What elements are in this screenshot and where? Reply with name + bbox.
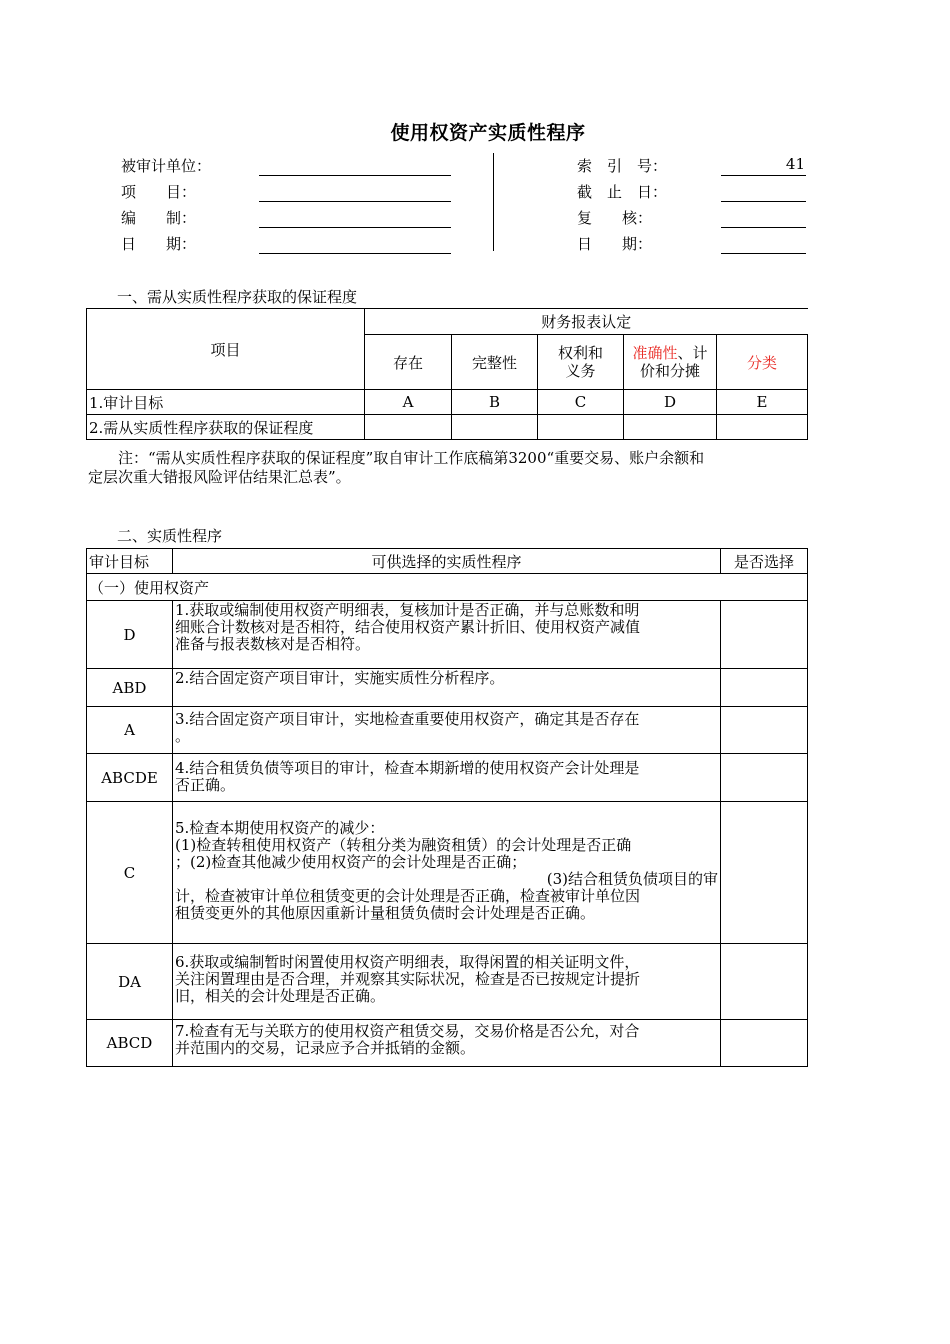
col-existence: 存在: [365, 335, 452, 390]
table-row: [87, 754, 808, 802]
goal-cell: ABCD: [87, 1020, 173, 1067]
col-completeness: 完整性: [452, 335, 538, 390]
select-cell[interactable]: [721, 944, 808, 1020]
group-header: （一）使用权资产: [87, 574, 808, 601]
procedure-cell: 4.结合租赁负债等项目的审计，检查本期新增的使用权资产会计处理是 否正确。: [173, 754, 721, 802]
assurance-table: [86, 308, 808, 440]
assurance-cell[interactable]: [452, 415, 538, 440]
cutoff-date-field[interactable]: [721, 201, 806, 202]
procedure-cell: 1.获取或编制使用权资产明细表，复核加计是否正确，并与总账数和明 细账合计数核对是否相符，结合使用权资产累计折旧、使用权资产减值 准备与报表数核对是否相符。: [173, 601, 721, 669]
date-field-right[interactable]: [721, 253, 806, 254]
procedures-table: [86, 548, 808, 1067]
selected-header: 是否选择: [721, 549, 808, 574]
header-label-audited-unit: 被审计单位：: [121, 157, 212, 175]
goal-cell: D: [87, 601, 173, 669]
assurance-cell[interactable]: [624, 415, 717, 440]
header-divider: [493, 153, 494, 251]
reviewed-by-field[interactable]: [721, 227, 806, 228]
section1-title: 一、需从实质性程序获取的保证程度: [117, 288, 358, 306]
project-field[interactable]: [259, 201, 451, 202]
note-line: 注：“需从实质性程序获取的保证程度”取自审计工作底稿第3200“重要交易、账户余额和: [88, 449, 705, 467]
cell: D: [624, 390, 717, 415]
procedure-cell: 3.结合固定资产项目审计，实地检查重要使用权资产，确定其是否存在 。: [173, 707, 721, 754]
index-no-field[interactable]: [721, 175, 806, 176]
table-row: [87, 415, 808, 440]
procedure-cell: 7.检查有无与关联方的使用权资产租赁交易，交易价格是否公允，对合 并范围内的交易，记录应予合并抵销的金额。: [173, 1020, 721, 1067]
cell: A: [365, 390, 452, 415]
table-row: [87, 601, 808, 669]
header-label-index-no: 索 引 号：: [577, 157, 668, 175]
procedure-cell: 6.获取或编制暂时闲置使用权资产明细表，取得闲置的相关证明文件， 关注闲置理由是否合理，并观察其实际状况，检查是否已按规定计提折 旧，相关的会计处理是否正确。: [173, 944, 721, 1020]
select-cell[interactable]: [721, 754, 808, 802]
assurance-cell[interactable]: [717, 415, 808, 440]
goal-cell: DA: [87, 944, 173, 1020]
header-label-date-left: 日 期：: [121, 235, 197, 253]
select-cell[interactable]: [721, 802, 808, 944]
cell: C: [538, 390, 624, 415]
assertions-group-header: 财务报表认定: [365, 309, 808, 335]
col-classification: 分类: [717, 335, 808, 390]
header-label-date-right: 日 期：: [577, 235, 653, 253]
cell: E: [717, 390, 808, 415]
goal-cell: ABCDE: [87, 754, 173, 802]
select-cell[interactable]: [721, 1020, 808, 1067]
col-rights-obligations: 权利和 义务: [538, 335, 624, 390]
note: [88, 449, 806, 487]
table-row: [87, 944, 808, 1020]
procedure-cell: 2.结合固定资产项目审计，实施实质性分析程序。: [173, 669, 721, 707]
page-title: 使用权资产实质性程序: [390, 122, 586, 144]
index-no-value: 41: [785, 155, 805, 173]
goal-cell: A: [87, 707, 173, 754]
table-row: [87, 390, 808, 415]
table-row: [87, 707, 808, 754]
assurance-cell[interactable]: [538, 415, 624, 440]
table-row: [87, 669, 808, 707]
assurance-cell[interactable]: [365, 415, 452, 440]
header-label-cutoff-date: 截 止 日：: [577, 183, 668, 201]
table-row: [87, 802, 808, 944]
prepared-by-field[interactable]: [259, 227, 451, 228]
item-header: 项目: [87, 309, 365, 390]
goal-header: 审计目标: [87, 549, 173, 574]
note-line: 定层次重大错报风险评估结果汇总表”。: [88, 468, 351, 486]
date-field-left[interactable]: [259, 253, 451, 254]
row-label: 1.审计目标: [87, 390, 365, 415]
goal-cell: ABD: [87, 669, 173, 707]
col-accuracy-valuation: 准确性、计 价和分摊: [624, 335, 717, 390]
goal-cell: C: [87, 802, 173, 944]
select-cell[interactable]: [721, 601, 808, 669]
table-row: [87, 1020, 808, 1067]
header-label-reviewed-by: 复 核：: [577, 209, 653, 227]
select-cell[interactable]: [721, 669, 808, 707]
section2-title: 二、实质性程序: [117, 527, 223, 545]
cell: B: [452, 390, 538, 415]
procedure-cell: 5.检查本期使用权资产的减少： (1)检查转租使用权资产（转租分类为融资租赁）的会计处理是否正确 ；(2)检查其他减少使用权资产的会计处理是否正确； (3)结合租赁负债项目的审 计，检查被审计单位租赁变更的会计处理是否正确，检查被审计单位因 租赁变更外的其他原因重新计量租赁负债时会计处理是否正确。: [173, 802, 721, 944]
audited-unit-field[interactable]: [259, 175, 451, 176]
header-label-project: 项 目：: [121, 183, 197, 201]
procedure-header: 可供选择的实质性程序: [173, 549, 721, 574]
row-label: 2.需从实质性程序获取的保证程度: [87, 415, 365, 440]
select-cell[interactable]: [721, 707, 808, 754]
header-label-prepared-by: 编 制：: [121, 209, 197, 227]
